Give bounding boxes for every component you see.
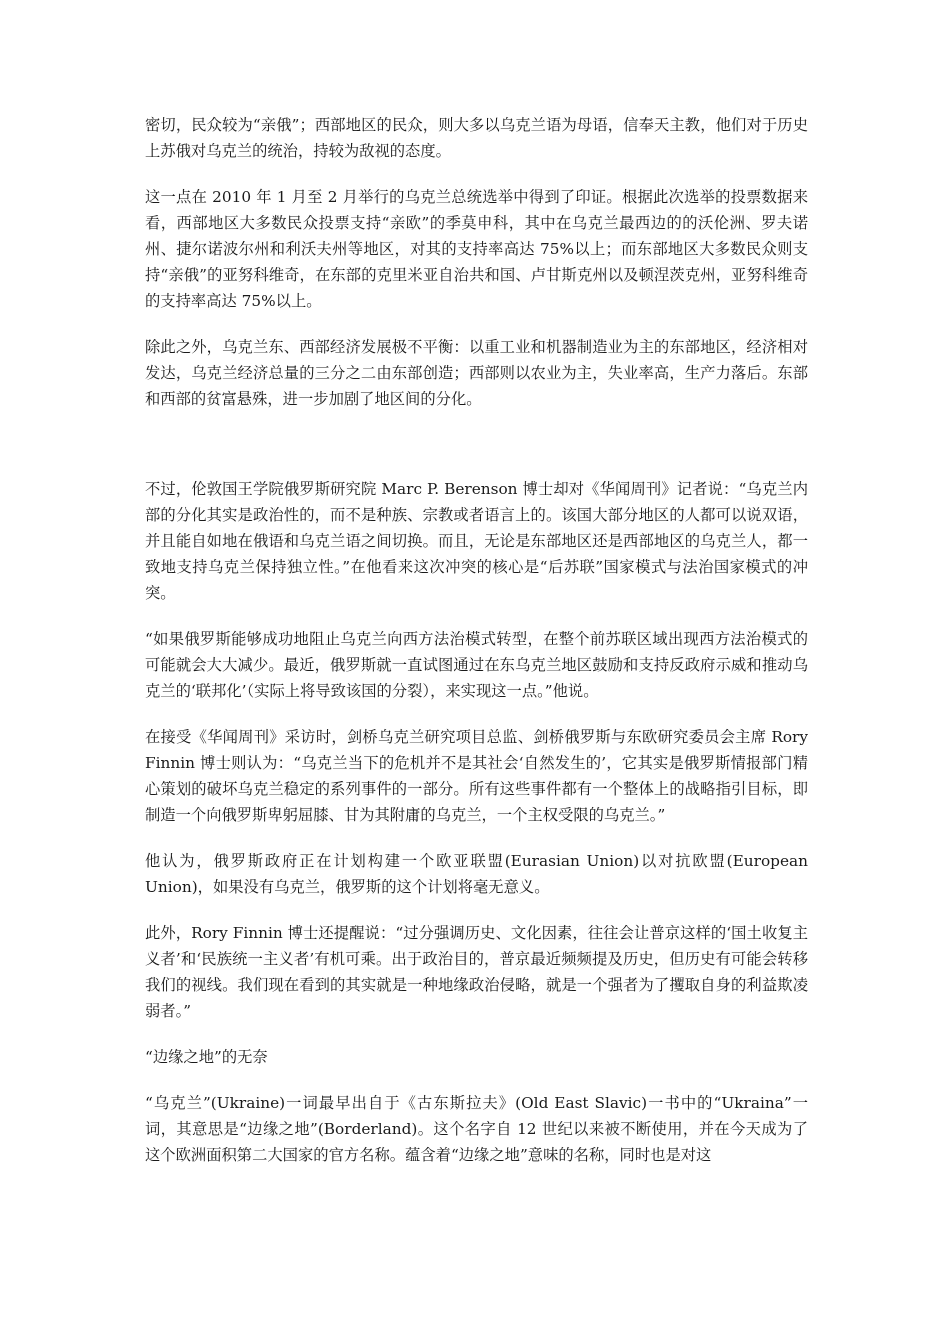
paragraph-8: 此外，Rory Finnin 博士还提醒说：“过分强调历史、文化因素，往往会让普京这样的‘国土收复主义者’和‘民族统一主义者’有机可乘。出于政治目的，普京最近频频提及历史，但历史有可能会转移我们的视线。我们现在看到的其实就是一种地缘政治侵略，就是一个强者为了攫取自身的利益欺凌弱者。” (145, 924, 808, 1020)
paragraph-4: 不过，伦敦国王学院俄罗斯研究院 Marc P. Berenson 博士却对《华闻周刊》记者说：“乌克兰内部的分化其实是政治性的，而不是种族、宗教或者语言上的。该国大部分地区的人都可以说双语，并且能自如地在俄语和乌克兰语之间切换。而且，无论是东部地区还是西部地区的乌克兰人，都一致地支持乌克兰保持独立性。”在他看来这次冲突的核心是“后苏联”国家模式与法治国家模式的冲突。 (145, 480, 808, 602)
paragraph-3: 除此之外，乌克兰东、西部经济发展极不平衡：以重工业和机器制造业为主的东部地区，经济相对发达，乌克兰经济总量的三分之二由东部创造；西部则以农业为主，失业率高，生产力落后。东部和西部的贫富悬殊，进一步加剧了地区间的分化。 (145, 338, 808, 408)
paragraph-9: “乌克兰”(Ukraine)一词最早出自于《古东斯拉夫》(Old East Slavic)一书中的“Ukraina”一词，其意思是“边缘之地”(Borderland)。这个名字自 12 世纪以来被不断使用，并在今天成为了这个欧洲面积第二大国家的官方名称。蕴含着“边缘之地”意味的名称，同时也是对这 (145, 1094, 808, 1164)
paragraph-2: 这一点在 2010 年 1 月至 2 月举行的乌克兰总统选举中得到了印证。根据此次选举的投票数据来看，西部地区大多数民众投票支持“亲欧”的季莫申科，其中在乌克兰最西边的的沃伦洲、罗夫诺州、捷尔诺波尔州和利沃夫州等地区，对其的支持率高达 75%以上；而东部地区大多数民众则支持“亲俄”的亚努科维奇，在东部的克里米亚自治共和国、卢甘斯克州以及顿涅茨克州，亚努科维奇的支持率高达 75%以上。 (145, 188, 808, 310)
section-spacer (145, 432, 808, 476)
paragraph-5: “如果俄罗斯能够成功地阻止乌克兰向西方法治模式转型，在整个前苏联区域出现西方法治模式的可能就会大大减少。最近，俄罗斯就一直试图通过在东乌克兰地区鼓励和支持反政府示威和推动乌克兰的‘联邦化’（实际上将导致该国的分裂），来实现这一点。”他说。 (145, 630, 808, 700)
paragraph-6: 在接受《华闻周刊》采访时，剑桥乌克兰研究项目总监、剑桥俄罗斯与东欧研究委员会主席 Rory Finnin 博士则认为：“乌克兰当下的危机并不是其社会‘自然发生的’，它其实是俄罗斯情报部门精心策划的破坏乌克兰稳定的系列事件的一部分。所有这些事件都有一个整体上的战略指引目标，即制造一个向俄罗斯卑躬屈膝、甘为其附庸的乌克兰，一个主权受限的乌克兰。” (145, 728, 808, 824)
paragraph-7: 他认为，俄罗斯政府正在计划构建一个欧亚联盟(Eurasian Union)以对抗欧盟(European Union)，如果没有乌克兰，俄罗斯的这个计划将毫无意义。 (145, 852, 808, 896)
document-body (145, 112, 808, 1188)
section-heading: “边缘之地”的无奈 (145, 1048, 268, 1066)
paragraph-1: 密切，民众较为“亲俄”；西部地区的民众，则大多以乌克兰语为母语，信奉天主教，他们对于历史上苏俄对乌克兰的统治，持较为敌视的态度。 (145, 116, 808, 160)
